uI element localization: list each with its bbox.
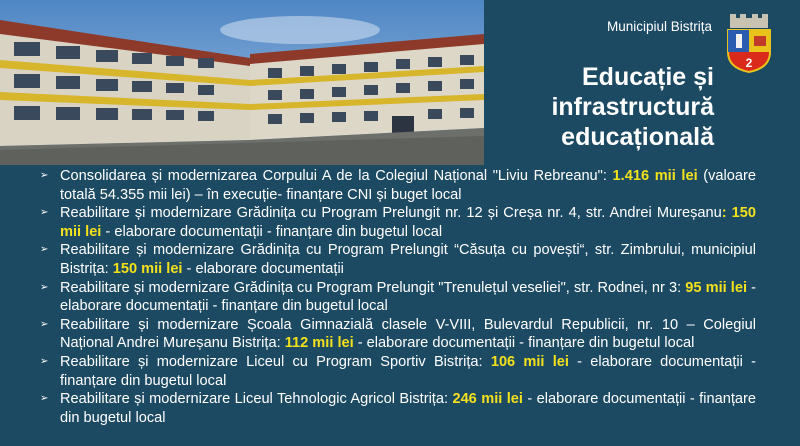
project-list	[34, 167, 756, 427]
municipality-name: Municipiul Bistrița	[606, 19, 712, 34]
school-building-photo	[0, 0, 484, 165]
city-coat-of-arms-icon	[724, 12, 774, 74]
item-text-rest: - elaborare documentații - finanțare din bugetul local	[60, 391, 756, 426]
arrow-bullet-icon: ➢	[40, 355, 49, 367]
svg-text:2: 2	[745, 56, 753, 70]
header-panel	[484, 0, 800, 165]
item-amount: 112 mii lei	[284, 335, 354, 352]
arrow-bullet-icon: ➢	[40, 244, 49, 256]
item-text: Reabilitare și modernizare Grădinița cu Program Prelungit nr. 12 și Creșa nr. 4, str. Andrei Mureșanu	[60, 205, 722, 222]
item-text-rest: - elaborare documentații - finanțare din bugetul local	[353, 335, 695, 352]
arrow-bullet-icon: ➢	[40, 318, 49, 330]
school-building-image	[0, 0, 484, 165]
arrow-bullet-icon: ➢	[40, 393, 49, 405]
item-amount: 95 mii lei	[685, 279, 748, 296]
list-item	[34, 316, 756, 353]
list-item	[34, 241, 756, 278]
title-line-1: Educație și	[582, 63, 714, 91]
item-text-rest: - elaborare documentații - finanțare din bugetul local	[60, 279, 756, 315]
item-amount: 246 mii lei	[452, 391, 523, 408]
page-title	[474, 62, 714, 152]
item-text-rest: - elaborare documentații	[182, 260, 344, 277]
list-item	[34, 353, 756, 390]
item-text: Reabilitare și modernizare Grădinița cu Program Prelungit “Căsuța cu povești“, str. Zimbrului, municipiul Bistrița:	[60, 242, 756, 277]
title-line-2: infrastructură	[551, 93, 714, 121]
item-text-rest: - elaborare documentații - finanțare din bugetul local	[60, 353, 756, 389]
item-amount: 1.416 mii lei	[612, 168, 698, 184]
title-line-3: educațională	[561, 123, 714, 151]
list-item	[34, 204, 756, 241]
item-text-rest: (valoare totală 54.355 mii lei) – în execuție- finanțare CNI și buget local	[60, 168, 756, 203]
item-text-rest: - elaborare documentații - finanțare din bugetul local	[101, 223, 443, 240]
item-amount: : 150 mii lei	[60, 205, 756, 240]
list-item	[34, 390, 756, 427]
item-text: Consolidarea și modernizarea Corpului A de la Colegiul Național "Liviu Rebreanu":	[60, 168, 613, 184]
item-text: Reabilitare și modernizare Grădinița cu Program Prelungit "Trenulețul veseliei", str. Rodnei, nr 3:	[60, 279, 686, 296]
item-text: Reabilitare și modernizare Școala Gimnazială clasele V-VIII, Bulevardul Republicii, nr. 10 – Colegiul Național Andrei Mureșanu Bistrița:	[60, 316, 756, 352]
list-item	[34, 279, 756, 316]
list-item	[34, 167, 756, 204]
arrow-bullet-icon: ➢	[40, 170, 49, 181]
item-text: Reabilitare și modernizare Liceul Tehnologic Agricol Bistrița:	[60, 391, 453, 408]
item-text: Reabilitare și modernizare Liceul cu Program Sportiv Bistrița:	[60, 353, 491, 370]
item-amount: 150 mii lei	[112, 260, 183, 277]
arrow-bullet-icon: ➢	[40, 207, 49, 219]
arrow-bullet-icon: ➢	[40, 281, 49, 293]
item-amount: 106 mii lei	[490, 353, 569, 370]
